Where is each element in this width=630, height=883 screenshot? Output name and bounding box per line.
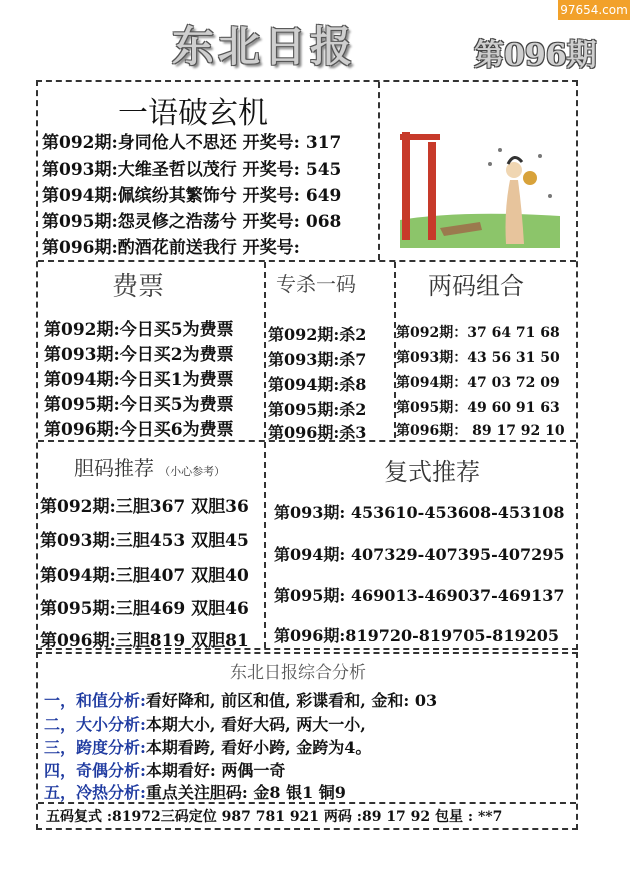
list-item [44,735,371,758]
list-item: 第095期：49 60 91 63 [396,400,560,416]
list-item: 第094期: 407329-407395-407295 [274,545,565,564]
list-item: 第094期：47 03 72 09 [396,375,560,391]
newspaper-title: 东北日报 [172,22,357,71]
list-item: 第096期:今日买6为费票 [44,420,234,440]
dan-note: （小心参考） [159,465,226,478]
list-item: 第093期:杀7 [268,350,367,369]
list-item [44,712,366,735]
analysis-label: 三，跨度分析: [44,738,146,757]
analysis-footer: 五码复式 :81972三码定位 987 781 921 两码 :89 17 92 包星 : **7 [46,809,503,825]
issue-number: 第096期 [474,38,597,73]
feipiao-title: 费票 [112,272,165,302]
list-item [44,780,346,803]
analysis-text: 看好降和, 前区和值, 彩谍看和, 金和: 03 [145,691,438,710]
analysis-label: 四，奇偶分析: [44,761,146,780]
dan-title-text: 胆码推荐 [74,456,154,480]
divider [38,440,576,442]
list-item: 第094期:杀8 [268,375,367,394]
list-item: 第092期:杀2 [268,325,367,344]
list-item: 第096期:杀3 [268,423,367,442]
list-item: 第093期:三胆453 双胆45 [40,531,249,551]
list-item: 第092期:三胆367 双胆36 [40,497,249,517]
pair-title: 两码组合 [428,272,524,300]
list-item: 第093期: 453610-453608-453108 [274,503,565,522]
analysis-text: 本期看好: 两偶一奇 [145,761,286,780]
riddle-title: 一语破玄机 [118,96,268,131]
list-item [44,758,285,781]
list-item: 第095期:怨灵修之浩荡兮 开奖号: 068 [42,212,342,232]
analysis-text: 本期大小, 看好大码, 两大一小, [145,715,366,734]
list-item: 第095期: 469013-469037-469137 [274,586,565,605]
list-item: 第092期:身同伧人不思还 开奖号: 317 [42,133,342,153]
list-item: 第096期： 89 17 92 10 [396,423,565,439]
analysis-title: 东北日报综合分析 [230,663,366,683]
fushi-title: 复式推荐 [384,458,480,486]
divider [264,442,266,648]
analysis-label: 五，冷热分析: [44,783,146,802]
watermark: 97654.com [558,0,630,20]
list-item: 第096期:819720-819705-819205 [274,626,559,645]
list-item: 第093期:大维圣哲以茂行 开奖号: 545 [42,160,342,180]
divider [378,82,380,260]
list-item: 第096期:酌酒花前送我行 开奖号: [42,238,300,258]
list-item: 第092期：37 64 71 68 [396,325,560,341]
list-item: 第095期:今日买5为费票 [44,395,234,415]
dan-title [74,452,225,481]
list-item: 第095期:三胆469 双胆46 [40,599,249,619]
kill-title: 专杀一码 [276,272,356,296]
list-item: 第092期:今日买5为费票 [44,320,234,340]
list-item: 第094期:今日买1为费票 [44,370,234,390]
divider [38,802,576,804]
list-item: 第094期:佩缤纷其繁饰兮 开奖号: 649 [42,186,342,206]
riddle-illustration [400,120,560,248]
analysis-label: 一，和值分析: [44,691,146,710]
list-item: 第095期:杀2 [268,400,367,419]
analysis-text: 重点关注胆码: 金8 银1 铜9 [145,783,346,802]
analysis-label: 二，大小分析: [44,715,146,734]
divider [38,260,576,262]
divider [264,262,266,438]
analysis-text: 本期看跨, 看好小跨, 金跨为4。 [145,738,372,757]
list-item: 第093期：43 56 31 50 [396,350,560,366]
list-item [44,688,437,711]
list-item: 第094期:三胆407 双胆40 [40,566,249,586]
list-item: 第093期:今日买2为费票 [44,345,234,365]
list-item: 第096期:三胆819 双胆81 [40,631,249,651]
